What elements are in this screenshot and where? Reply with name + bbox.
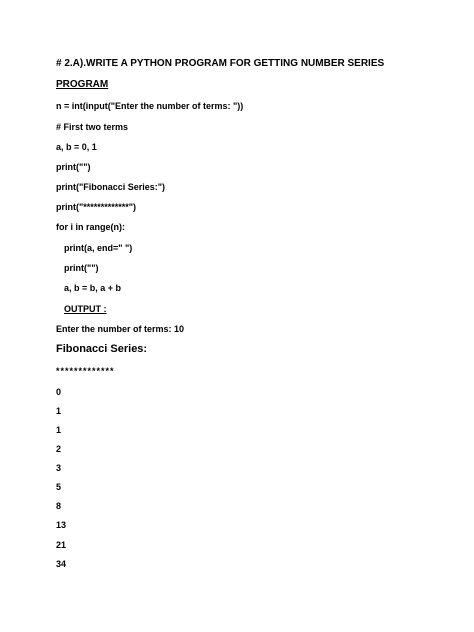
code-loop-body-line: a, b = b, a + b — [64, 283, 122, 293]
code-loop-body-line: print(a, end=" ") — [64, 243, 133, 253]
code-line: n = int(input("Enter the number of terms: ")) — [56, 101, 244, 111]
output-value: 8 — [56, 501, 62, 511]
output-value: 1 — [56, 406, 62, 416]
code-loop-line: for i in range(n): — [56, 222, 125, 232]
code-line: print("") — [56, 162, 91, 172]
output-value: 1 — [56, 425, 62, 435]
output-series-title: Fibonacci Series: — [56, 343, 148, 355]
output-value: 0 — [56, 387, 62, 397]
code-line: print("*************") — [56, 202, 137, 212]
code-line: print("Fibonacci Series:") — [56, 182, 166, 192]
program-label: PROGRAM — [56, 79, 109, 90]
output-value: 2 — [56, 444, 62, 454]
output-value: 34 — [56, 559, 67, 569]
output-value: 13 — [56, 520, 67, 530]
code-line: a, b = 0, 1 — [56, 142, 97, 152]
output-label: OUTPUT : — [64, 304, 107, 314]
output-prompt-line: Enter the number of terms: 10 — [56, 324, 185, 334]
output-value: 5 — [56, 482, 62, 492]
code-comment: # First two terms — [56, 122, 129, 132]
output-value: 21 — [56, 540, 67, 550]
output-value: 3 — [56, 463, 62, 473]
document-title: # 2.A).WRITE A PYTHON PROGRAM FOR GETTING NUMBER SERIES — [56, 58, 385, 69]
code-loop-body-line: print("") — [64, 263, 99, 273]
output-stars: ************* — [56, 366, 115, 376]
